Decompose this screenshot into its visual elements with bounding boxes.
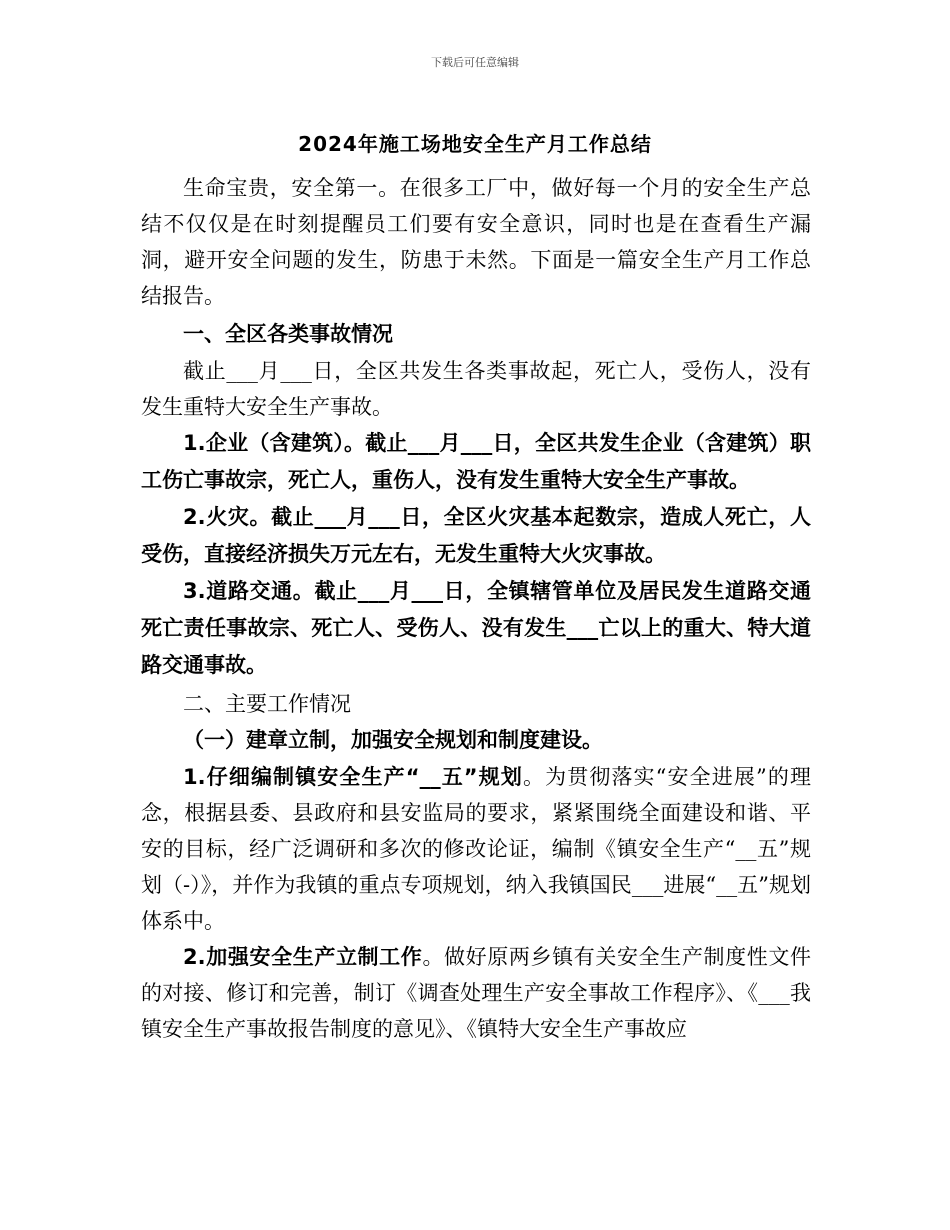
- intro-paragraph: 生命宝贵，安全第一。在很多工厂中，做好每一个月的安全生产总结不仅仅是在时刻提醒员工们要有安全意识，同时也是在查看生产漏洞，避开安全问题的发生，防患于未然。下面是一篇安全生产月工作总结报告。: [141, 176, 811, 308]
- section2-subheading: （一）建章立制，加强安全规划和制度建设。: [183, 728, 603, 752]
- section1-item-enterprise: 1.企业（含建筑）。截止___月___日，全区共发生企业（含建筑）职工伤亡事故宗，死亡人，重伤人，没有发生重特大安全生产事故。: [141, 431, 811, 492]
- section1-summary: 截止___月___日，全区共发生各类事故起，死亡人，受伤人，没有发生重特大安全生产事故。: [141, 359, 811, 419]
- page-header: 下载后可任意编辑: [431, 56, 519, 69]
- point2-body: 。做好原两乡镇有关安全生产制度性文件的对接、修订和完善，制订《调查处理生产安全事故工作程序》、《___我镇安全生产事故报告制度的意见》、《镇特大安全生产事故应: [141, 945, 812, 1041]
- section2-point1: [141, 759, 811, 939]
- section1-heading: 一、全区各类事故情况: [183, 322, 393, 346]
- point2-title: 2.加强安全生产立制工作: [183, 945, 423, 969]
- document-title: 2024年施工场地安全生产月工作总结: [298, 132, 652, 156]
- section2-point2: [141, 939, 811, 1047]
- point1-title: 1.仔细编制镇安全生产“__五”规划: [183, 765, 523, 789]
- section1-item-traffic: 3.道路交通。截止___月___日，全镇辖管单位及居民发生道路交通死亡责任事故宗、死亡人、受伤人、没有发生___亡以上的重大、特大道路交通事故。: [141, 579, 811, 677]
- section2-heading: 二、主要工作情况: [183, 692, 351, 716]
- point1-body: 。为贯彻落实“安全进展”的理念，根据县委、县政府和县安监局的要求，紧紧围绕全面建设和谐、平安的目标，经广泛调研和多次的修改论证，编制《镇安全生产“__五”规划（-）》，并作为我镇的重点专项规划，纳入我镇国民___进展“__五”规划体系中。: [141, 765, 811, 933]
- section1-item-fire: 2.火灾。截止___月___日，全区火灾基本起数宗，造成人死亡，人受伤，直接经济损失万元左右，无发生重特大火灾事故。: [141, 505, 811, 566]
- document-body: [141, 170, 811, 1047]
